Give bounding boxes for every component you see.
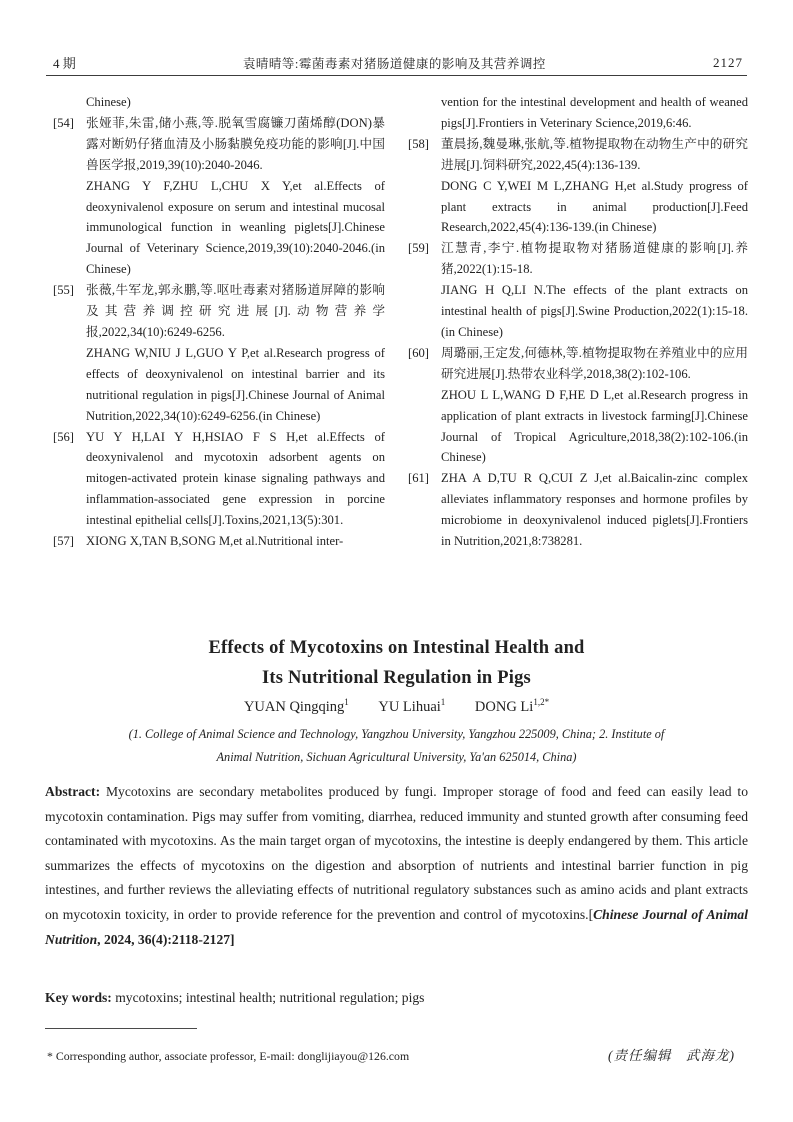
references-section — [53, 92, 748, 552]
reference-entry — [53, 280, 385, 343]
author-superscript: 1,2* — [533, 697, 550, 707]
reference-label — [53, 176, 86, 281]
header-running-title: 袁晴晴等:霉菌毒素对猪肠道健康的影响及其营养调控 — [242, 56, 546, 71]
abstract — [45, 780, 748, 952]
reference-label — [408, 176, 441, 239]
header-issue-number: 4 期 — [53, 56, 76, 71]
article-title — [0, 633, 793, 693]
reference-entry — [53, 343, 385, 427]
reference-entry — [408, 280, 748, 343]
reference-entry — [408, 134, 748, 176]
reference-label: [55] — [53, 283, 74, 298]
affiliation — [0, 723, 793, 768]
reference-text: Chinese) — [86, 95, 131, 109]
citation-journal: Chinese Journal of Animal Nutrition — [45, 906, 749, 947]
reference-label: [61] — [408, 471, 429, 486]
corresponding-author-note: * Corresponding author, associate professor, E-mail: donglijiayou@126.com — [47, 1049, 410, 1063]
reference-entry — [408, 343, 748, 385]
reference-entry — [53, 427, 385, 532]
author — [378, 699, 445, 715]
reference-label: [60] — [408, 345, 429, 360]
article-title-line2: Its Nutritional Regulation in Pigs — [262, 668, 531, 688]
article-title-line1: Effects of Mycotoxins on Intestinal Health and — [208, 638, 585, 658]
editor-note: (责任编辑 武海龙) — [608, 1048, 735, 1063]
reference-column-left — [53, 92, 385, 552]
reference-text: 张娅菲,朱雷,储小燕,等.脱氧雪腐镰刀菌烯醇(DON)暴露对断奶仔猪血清及小肠黏膜免疫功能的影响[J].中国兽医学报,2019,39(10):2040-2046. — [86, 115, 385, 172]
reference-entry — [408, 92, 748, 134]
reference-text: 周璐丽,王定发,何德林,等.植物提取物在养殖业中的应用研究进展[J].热带农业科学,2018,38(2):102-106. — [441, 345, 748, 381]
reference-entry — [408, 468, 748, 552]
reference-text: YU Y H,LAI Y H,HSIAO F S H,et al.Effects of deoxynivalenol and mycotoxin adsorbent agents on mitogen-activated protein kinase signaling pathways and inflammation-associated gene expression in porcine intestinal epithelial cells[J].Toxins,2021,13(5):301. — [86, 429, 385, 528]
abstract-label: Abstract: — [45, 784, 101, 799]
header-page-number: 2127 — [713, 54, 743, 70]
reference-entry — [53, 92, 385, 113]
reference-text: ZHA A D,TU R Q,CUI Z J,et al.Baicalin-zinc complex alleviates inflammatory responses and hormone profiles by microbiome in deoxynivalenol induced piglets[J].Frontiers in Nutrition,2021,8:738281. — [441, 471, 748, 549]
reference-text: 江慧青,李宁.植物提取物对猪肠道健康的影响[J].养猪,2022(1):15-18. — [441, 241, 748, 277]
reference-text: 董晨扬,魏曼琳,张航,等.植物提取物在动物生产中的研究进展[J].饲料研究,2022,45(4):136-139. — [441, 136, 748, 172]
author-superscript: 1 — [344, 697, 349, 707]
author-name: DONG Li — [474, 698, 534, 715]
reference-column-right — [408, 92, 748, 552]
citation-info: , 2024, 36(4):2118-2127 — [97, 931, 231, 947]
footnote — [47, 1044, 747, 1064]
reference-text: JIANG H Q,LI N.The effects of the plant extracts on intestinal health of pigs[J].Swine Production,2022(1):15-18.(in Chinese) — [441, 283, 748, 339]
reference-label: [58] — [408, 136, 429, 151]
reference-label: [56] — [53, 429, 74, 444]
reference-text: ZHANG Y F,ZHU L,CHU X Y,et al.Effects of deoxynivalenol exposure on serum and intestinal mucosal immunological function in weanling piglets[J].Chinese Journal of Veterinary Science,2019,39(10):2040-2046.(in Chinese) — [86, 178, 385, 277]
reference-label — [408, 385, 441, 469]
reference-label: [59] — [408, 241, 429, 256]
author — [244, 699, 349, 715]
reference-text: ZHOU L L,WANG D F,HE D L,et al.Research progress in application of plant extracts in livestock farming[J].Chinese Journal of Tropical Agriculture,2018,38(2):102-106.(in Chinese) — [441, 387, 748, 465]
reference-entry — [53, 113, 385, 176]
reference-label — [53, 92, 86, 113]
reference-text: 张薇,牛军龙,郭永鹏,等.呕吐毒素对猪肠道屏障的影响及其营养调控研究进展[J].动物营养学报,2022,34(10):6249-6256. — [86, 283, 385, 339]
citation-bracket-close: ] — [230, 931, 235, 947]
reference-text: ZHANG W,NIU J L,GUO Y P,et al.Research progress of effects of deoxynivalenol on intestinal barrier and its nutritional regulation in pigs[J].Chinese Journal of Animal Nutrition,2022,34(10):6249-6256.(in Chinese) — [86, 345, 385, 423]
reference-label — [53, 343, 86, 427]
keywords-line — [45, 990, 748, 1006]
reference-entry — [53, 531, 385, 552]
page-header — [46, 50, 747, 76]
reference-entry — [408, 238, 748, 280]
affiliation-line1: (1. College of Animal Science and Technology, Yangzhou University, Yangzhou 225009, China; 2. Institute of — [128, 727, 665, 741]
reference-label: [57] — [53, 534, 74, 549]
reference-text: vention for the intestinal development and health of weaned pigs[J].Frontiers in Veterinary Science,2019,6:46. — [441, 95, 748, 130]
reference-entry — [53, 176, 385, 281]
author-superscript: 1 — [440, 697, 446, 707]
reference-text: XIONG X,TAN B,SONG M,et al.Nutritional inter- — [86, 534, 344, 549]
author-name: YUAN Qingqing — [243, 698, 345, 715]
footnote-rule — [45, 1028, 197, 1029]
affiliation-line2: Animal Nutrition, Sichuan Agricultural University, Ya'an 625014, China) — [216, 749, 577, 764]
abstract-text: Mycotoxins are secondary metabolites produced by fungi. Improper storage of food and feed can easily lead to mycotoxin contamination. Pigs may suffer from vomiting, diarrhea, reduced immunity and stunted growth after consuming feed contaminated with mycotoxins. As the main target organ of mycotoxins, the intestine is deeply endangered by them. This article summarizes the effects of mycotoxins on the digestion and absorption of nutrients and intestinal barrier function in pig intestines, and further reviews the alleviating effects of nutritional regulatory substances such as amino acids and plant extracts on mycotoxin toxicity, in order to provide reference for the prevention and control of mycotoxins. — [45, 784, 748, 922]
authors-line — [0, 697, 793, 716]
reference-entry — [408, 176, 748, 239]
author — [475, 699, 549, 715]
author-name: YU Lihuai — [378, 698, 441, 715]
reference-label: [54] — [53, 115, 74, 130]
citation-bracket-open: [ — [588, 906, 594, 922]
reference-label — [408, 280, 441, 343]
keywords-text: mycotoxins; intestinal health; nutritional regulation; pigs — [111, 990, 425, 1005]
reference-label — [408, 92, 441, 134]
reference-entry — [408, 385, 748, 469]
keywords-label: Key words: — [45, 990, 112, 1005]
reference-text: DONG C Y,WEI M L,ZHANG H,et al.Study progress of plant extracts in animal production[J].Feed Research,2022,45(4):136-139.(in Chinese) — [441, 178, 748, 235]
